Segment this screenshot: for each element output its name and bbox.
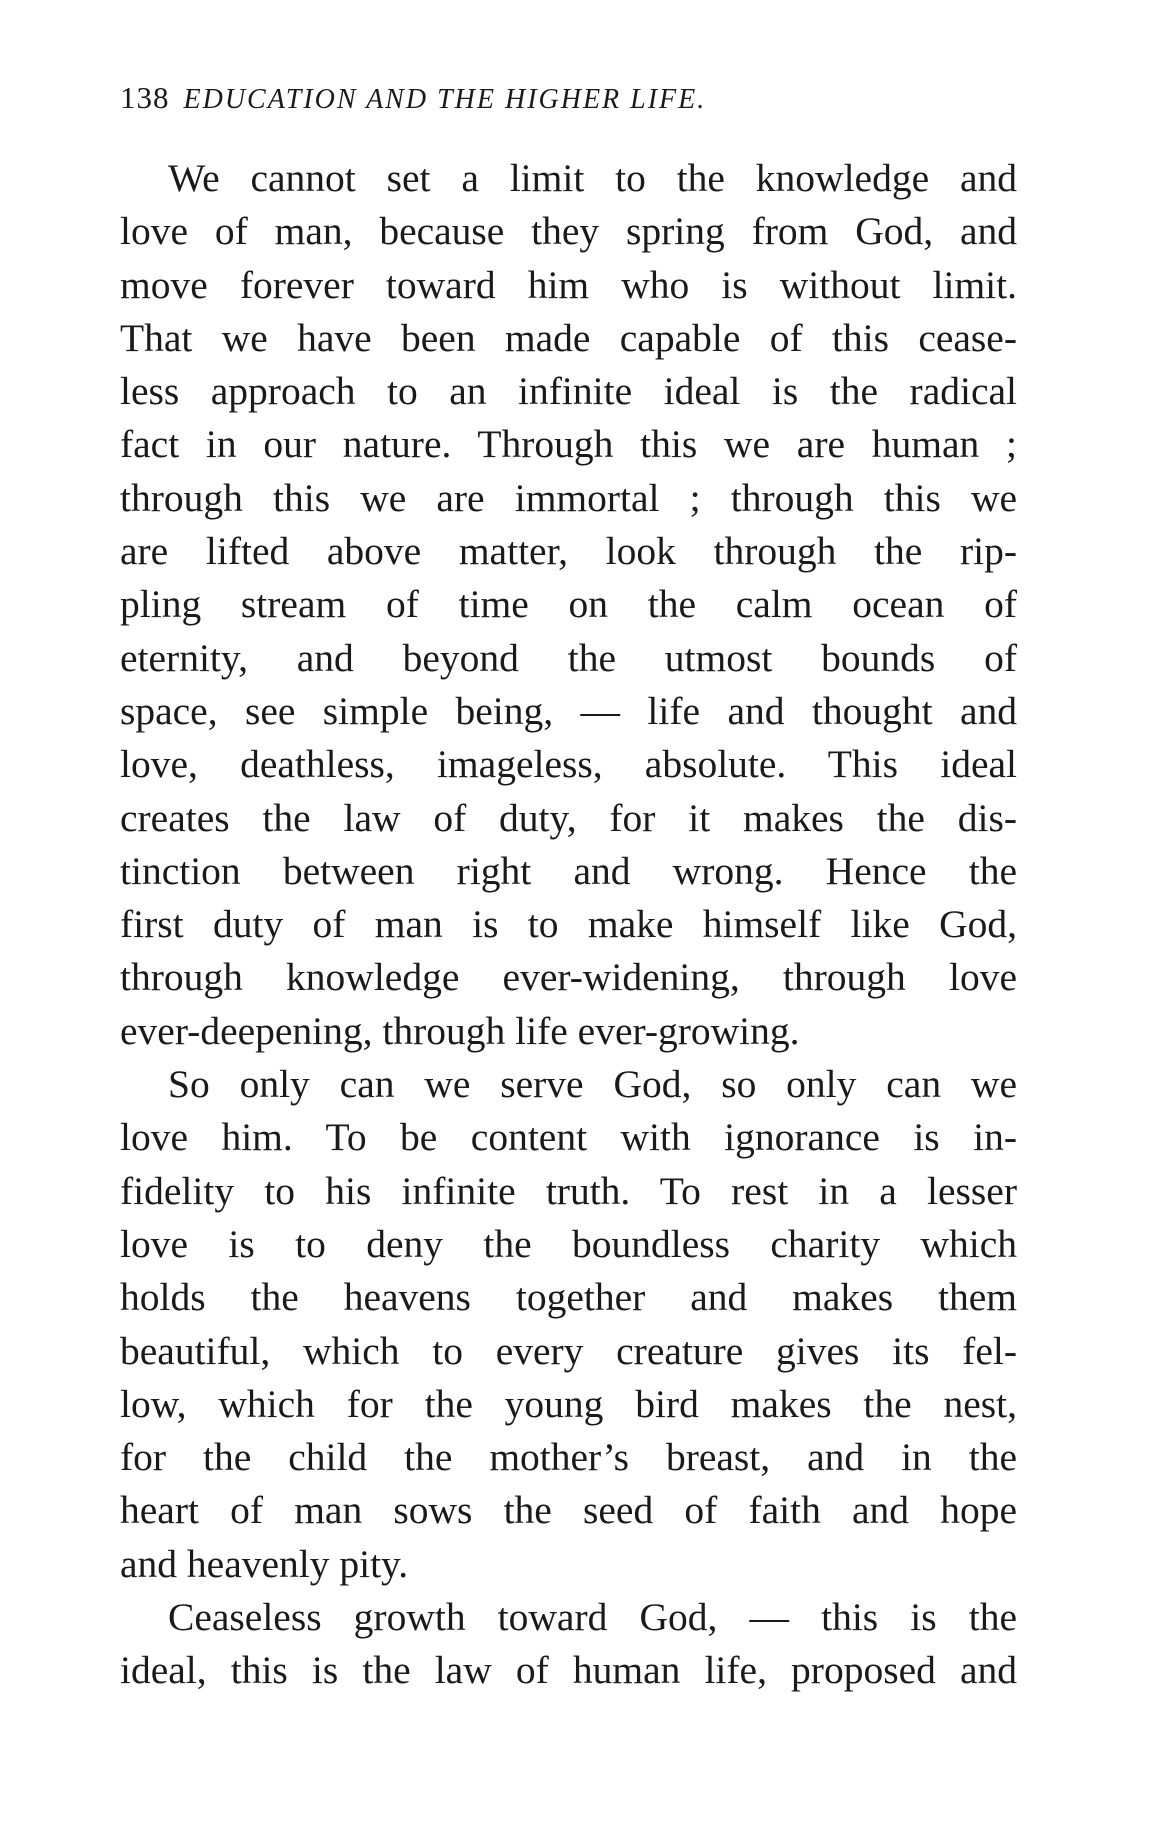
text-line: eternity, and beyond the utmost bounds of xyxy=(120,635,1017,680)
text-line: That we have been made capable of this cease- xyxy=(120,315,1017,360)
text-line: ideal, this is the law of human life, proposed and xyxy=(120,1648,1017,1693)
paragraph xyxy=(120,152,1017,1058)
text-line: fact in our nature. Through this we are human ; xyxy=(120,422,1017,467)
text-line: move forever toward him who is without limit. xyxy=(120,262,1017,307)
text-line: love him. To be content with ignorance is in- xyxy=(120,1115,1017,1160)
page-body xyxy=(120,152,1017,1698)
text-line: holds the heavens together and makes them xyxy=(120,1275,1017,1320)
text-line: through this we are immortal ; through this we xyxy=(120,475,1017,520)
text-line: are lifted above matter, look through the rip- xyxy=(120,529,1017,574)
text-line: through knowledge ever-widening, through love xyxy=(120,955,1017,1000)
text-line: for the child the mother’s breast, and in the xyxy=(120,1435,1017,1480)
text-line: Ceaseless growth toward God, — this is the xyxy=(168,1595,1017,1640)
page-number: 138 xyxy=(120,80,170,115)
text-line: We cannot set a limit to the knowledge and xyxy=(168,156,1017,200)
paragraph xyxy=(120,1058,1017,1591)
text-line: first duty of man is to make himself like God, xyxy=(120,902,1017,947)
text-line: pling stream of time on the calm ocean of xyxy=(120,582,1017,627)
text-line: heart of man sows the seed of faith and hope xyxy=(120,1488,1017,1533)
running-title: EDUCATION AND THE HIGHER LIFE. xyxy=(183,84,707,115)
text-line: tinction between right and wrong. Hence the xyxy=(120,848,1017,893)
text-line: less approach to an infinite ideal is the radical xyxy=(120,369,1017,414)
text-line: space, see simple being, — life and thought and xyxy=(120,688,1017,733)
text-line: low, which for the young bird makes the nest, xyxy=(120,1381,1017,1426)
text-line: and heavenly pity. xyxy=(120,1541,409,1586)
text-line: fidelity to his infinite truth. To rest in a lesser xyxy=(120,1168,1017,1213)
text-line: ever-deepening, through life ever-growing. xyxy=(120,1008,800,1053)
text-line: beautiful, which to every creature gives its fel- xyxy=(120,1328,1017,1373)
text-line: love, deathless, imageless, absolute. This ideal xyxy=(120,742,1017,787)
text-line: love is to deny the boundless charity which xyxy=(120,1221,1017,1266)
running-header xyxy=(120,80,706,116)
text-line: creates the law of duty, for it makes the dis- xyxy=(120,795,1017,840)
text-line: love of man, because they spring from God, and xyxy=(120,209,1017,254)
paragraph xyxy=(120,1591,1017,1698)
text-line: So only can we serve God, so only can we xyxy=(168,1062,1017,1107)
